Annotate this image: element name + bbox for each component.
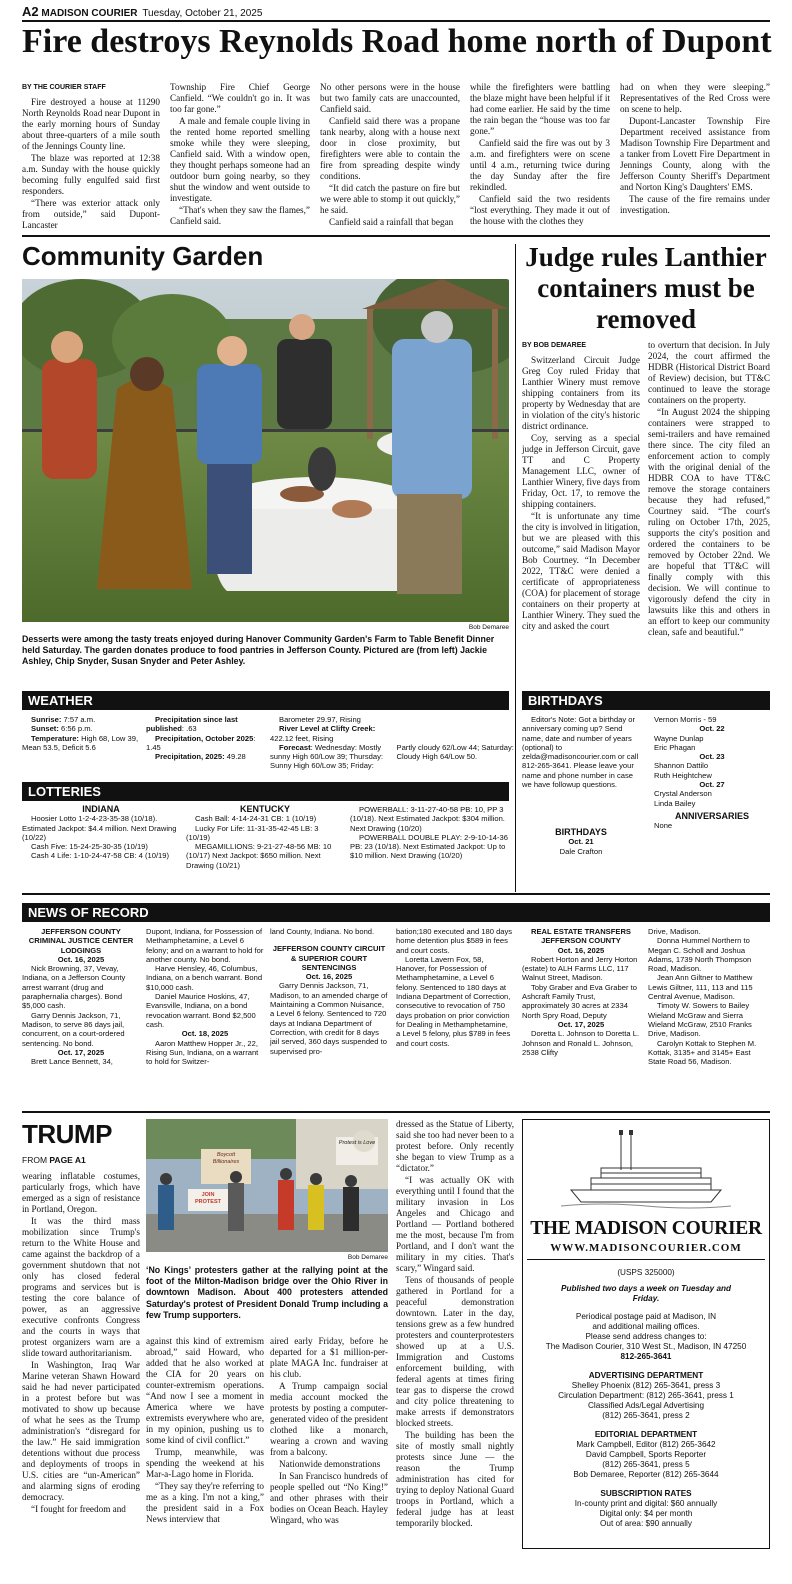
record-col-6 [648,927,770,1066]
protest-photo [146,1119,388,1252]
record-heading: NEWS OF RECORD [22,903,770,922]
record-date: Oct. 16, 2025 [305,972,353,982]
record-entry: Garry Dennis Jackson, 71, Madison, to an amended charge of Maintaining a Common Nuisance, a Level 6 felony. Sentenced to 720 days at Indiana Department of Correction, with credit for 8 days jail served, 360 days suspended to supervised pro- [270,981,388,1056]
subscription-line: Digital only: $4 per month [599,1509,693,1518]
fire-col-3 [320,82,460,229]
judge-para: Switzerland Circuit Judge Greg Coy ruled Friday that Lanthier Winery must remove shipping containers from its property by Wednesday that are in violation of the city's historic district ordinance. [522,355,640,431]
record-entry: Brett Lance Bennett, 34, [31,1057,113,1067]
birthday-col-2 [654,715,770,831]
jump-page: PAGE A1 [49,1155,86,1165]
record-entry: land County, Indiana. No bond. [270,927,375,936]
subscription-line: In-county print and digital: $60 annually [574,1499,718,1508]
advertising-head: ADVERTISING DEPARTMENT [588,1371,704,1380]
protest-sign-1: Boycott Billionaires [212,1152,240,1165]
fire-col-5 [620,82,770,217]
trump-para: dressed as the Statue of Liberty, said she too had never been to a protest before. Only recently she began to view Trump as a “dictator.” [396,1119,514,1173]
river-value: 422.12 feet, Rising [270,733,334,743]
garden-photo [22,279,509,622]
fire-para: Township Fire Chief George Canfield. “We couldn't go in. It was too far gone.” [170,82,310,114]
lottery-line: Cash Five: 15-24-25-30-35 (10/19) [31,842,148,852]
fire-para: “It did catch the pasture on fire but we were able to stomp it out quickly,” he said. [320,183,460,215]
fire-headline: Fire destroys Reynolds Road home north of Dupont [22,23,772,60]
judge-para: Coy, serving as a special judge in Jefferson Circuit, gave TT and C Property Management LLC, owner of Lanthier Winery, five days from Friday, Oct. 17, to remove the shipping containers. [522,433,641,509]
postage-line: Periodical postage paid at Madison, IN [575,1312,717,1321]
steamboat-icon [561,1130,731,1212]
protest-sign-3: Protest is Love [338,1140,376,1146]
fire-para: “That's when they saw the flames,” Canfield said. [170,205,310,226]
garden-heading: Community Garden [22,241,264,271]
record-entry: Drive, Madison. [648,927,701,936]
birthdays-heading: BIRTHDAYS [522,691,770,710]
lottery-kentucky [186,805,344,870]
usps-number: (USPS 325000) [617,1268,675,1277]
lottery-line: POWERBALL DOUBLE PLAY: 2-9-10-14-36 PB: 23 (10/18). Next Estimated Jackpot: Up to $10 million. Next Drawing (10/20) [350,832,508,861]
record-date: Oct. 17, 2025 [57,1047,105,1057]
record-entry: Harve Hensley, 46, Columbus, Indiana, on a bench warrant. Bond $10,000 cash. [146,964,263,992]
birthday-note: Editor's Note: Got a birthday or anniversary coming up? Send name, date and number of years (optional) to zelda@madisoncourier.com or call 812-265-3641. Please leave your name and phone number in case we have followup questions. [522,715,639,790]
record-col-2 [146,927,264,1066]
fire-para: Fire destroyed a house at 11290 North Reynolds Road near Dupont in the early morning hours of Sunday about three-quarters of a mile south of the Jennings County line. [22,97,160,151]
precip-oct-label: Precipitation, October 2025 [155,733,254,743]
judge-headline: Judge rules Lanthier containers must be removed [525,242,767,334]
judge-para: “In August 2024 the shipping containers were strapped to semi-trailers and have remained there since. The city filed an enforcement action to comply with the original denial of the HDBR COA to have TT&C remove the storage containers because they had refused,” Courtney said. “The court's ruling on October 17th, 2025, supports the city's position and ordered the containers to be removed by October 22nd. We are hopeful that TT&C will finally comply with this decision. We will continue to vigorously defend the city in lawsuits like this and others in an effort to keep our community clean, safe and beautiful.” [648,407,770,637]
fire-para: The blaze was reported at 12:38 a.m. Sunday with the house quickly becoming fully engulfed said first responders. [22,153,160,196]
weather-col-2 [146,715,266,761]
birthday-name: Vernon Morris - 59 [654,715,717,724]
lottery-line: Cash Ball: 4-14-24-31 CB: 1 (10/19) [195,814,317,824]
main-phone: 812-265-3641 [620,1352,672,1361]
birthday-subhead: BIRTHDAYS [555,827,607,837]
advertising-line: Circulation Department: (812) 265-3641, press 1 [558,1391,734,1400]
record-entry: Robert Horton and Jerry Horton (estate) to ALH Farms LLC, 117 Walnut Street, Madison. [522,954,638,983]
postage-line: Please send address changes to: [585,1332,707,1341]
record-date: Oct. 16, 2025 [57,954,105,964]
editorial-line: Mark Campbell, Editor (812) 265-3642 [576,1440,716,1449]
lottery-line: Cash 4 Life: 1-10-24-47-58 CB: 4 (10/19) [31,851,170,861]
trump-para: “I was actually OK with everything until I found that the military invasion in Los Angeles and Chicago and Portland — Portland bothered me the most, because I'm from Portland, and I don't want the military in my cities. That's scary,” Wingard said. [396,1175,514,1273]
lottery-line: MEGAMILLIONS: 9-21-27-48-56 MB: 10 (10/17) Next Jackpot: $650 million. Next Drawing (10/21) [186,842,332,870]
temp-value: High 68, Low 39, Mean 53.5, Deficit 5.6 [22,733,139,752]
editorial-line: David Campbell, Sports Reporter [585,1450,707,1459]
weather-heading: WEATHER [22,691,509,710]
advertising-line: Shelley Phoenix (812) 265-3641, press 3 [571,1381,721,1390]
masthead-info [527,1268,765,1529]
trump-heading: TRUMP [22,1119,112,1149]
record-subhead: REAL ESTATE TRANSFERS JEFFERSON COUNTY [531,927,631,946]
trump-para: Tens of thousands of people gathered in Portland for a peaceful demonstration downtown. Later in the day, tensions grew as a few hundred protesters and counterprotesters showed up at a U.S. Immigration and Customs enforcement building, with federal agents at times firing tear gas to disperse the crowd and city police threatening to make arrests if demonstrators blocked streets. [396,1275,514,1428]
lottery-indiana [22,805,180,861]
fire-byline: BY THE COURIER STAFF [22,84,106,91]
birthday-name: Eric Phagan [654,742,696,752]
weather-col-3 [270,715,514,780]
fire-para: Canfield said the two residents “lost everything. They made it out of the house with the clothes they [470,194,610,226]
record-entry: Loretta Lavern Fox, 58, Hanover, for Possession of Methamphetamine, a Level 6 felony. Sentenced to 180 days at Indiana Department of Correction, consecutive to revocation of 750 days probation on prior conviction for Dealing in Methamphetamine, a Level 5 felony, plus $789 in fees and court costs. [396,954,511,1048]
trump-col-1 [22,1171,140,1516]
forecast-value: : Wednesday: Mostly sunny High 60/Low 39; Thursday: Sunny High 60/Low 35; Friday: Partly cloudy 62/Low 44; Saturday: Cloudy High 64/Low 50. [270,742,514,771]
fire-para: Dupont-Lancaster Township Fire Department received assistance from Madison Township Fire Department and a tanker from Lovett Fire Department in Jennings County, along with the Jefferson County Sheriff's Department and Norton King's Daughters' EMS. [620,116,770,192]
judge-para: to overturn that decision. In July 2024, the court affirmed the HDBR (Historical District Board of Review) decision, but TT&C continued to leave the storage containers on the property. [648,340,770,405]
precip-last-value: : .63 [181,724,197,734]
fire-para: Canfield said the fire was out by 3 a.m. and firefighters were on scene until 4 a.m., returning twice during the day Sunday after the fire rekindled. [470,138,610,192]
record-subhead: JEFFERSON COUNTY CRIMINAL JUSTICE CENTER LODGINGS [28,927,134,955]
trump-para: It was the third mass mobilization since Trump's return to the White House and came against the backdrop of a government shutdown that not only has closed federal programs and services but is testing the core balance of power, as an aggressive executive confronts Congress and the courts in ways that protest organizers warn are a slide toward authoritarianism. [22,1216,140,1358]
sunset-label: Sunset: [31,724,59,734]
forecast-label: Forecast [279,742,311,752]
anniversaries-head: ANNIVERSARIES [674,810,749,821]
birthday-date: Oct. 27 [699,780,725,790]
river-label: River Level at Clifty Creek: [279,724,376,734]
record-subhead: JEFFERSON COUNTY CIRCUIT & SUPERIOR COURT SENTENCINGS [272,944,386,972]
fire-para: A male and female couple living in the rented home reported smelling smoke while they were sleeping, Canfield said. With a window open, they thought perhaps someone had an outdoor burn going nearby, so they shut the window and went outside to investigate. [170,116,310,203]
lottery-multi [350,805,510,861]
trump-subhead: Nationwide demonstrations [279,1459,381,1469]
trump-col-2 [146,1336,264,1526]
record-entry: Carolyn Kottak to Stephen M. Kottak, 3135+ and 3145+ East State Road 56, Madison. [648,1038,757,1067]
indiana-head: INDIANA [82,804,120,814]
record-date: Oct. 18, 2025 [181,1029,229,1039]
record-entry: Timoty W. Sowers to Bailey Wieland McGraw and Sierra Wieland McGraw, 2510 Franks Drive, Madison. [648,1001,752,1039]
trump-para: aired early Friday, before he departed for a $1 million-per-plate MAGA Inc. fundraiser at his club. [270,1336,388,1379]
masthead-url: WWW.MADISONCOURIER.COM [550,1242,742,1254]
birthday-name: Linda Bailey [654,798,696,808]
precip-last-label: Precipitation since last published [146,715,238,734]
temp-label: Temperature: [31,733,79,743]
subscription-line: Out of area: $90 annually [600,1519,692,1528]
protest-sign-2: JOIN PROTEST [195,1192,221,1205]
lotteries-heading: LOTTERIES [22,782,509,801]
postage-line: The Madison Courier, 310 West St., Madison, IN 47250 [545,1342,747,1351]
birthday-date: Oct. 22 [699,724,725,734]
subscription-head: SUBSCRIPTION RATES [600,1489,692,1498]
masthead-box [522,1119,770,1549]
fire-para: “There was exterior attack only from outside,” said Dupont-Lancaster [22,198,160,230]
record-entry: Jean Ann Giltner to Matthew Lewis Giltner, 111, 113 and 115 Central Avenue, Madison. [648,973,753,1002]
trump-para: Trump, meanwhile, was spending the weekend at his Mar-a-Lago home in Florida. [146,1447,264,1479]
trump-para: against this kind of extremism abroad,” said Howard, who added that he also worked at the CIA for 20 years on counter-extremism operations. “And now I see a moment in America where we have extremists everywhere who are, in my opinion, pushing us to some kind of civil conflict.” [146,1336,264,1445]
barometer: Barometer 29.97, Rising [279,715,361,724]
advertising-line: (812) 265-3641, press 2 [602,1411,690,1420]
fire-col-1 [22,82,160,232]
folio-page: A2 [22,4,39,19]
postage-line: and additional mailing offices. [592,1322,700,1331]
advertising-line: Classified Ads/Legal Advertising [587,1401,705,1410]
protest-credit: Bob Demaree [347,1254,388,1261]
fire-para: while the firefighters were battling the blaze might have been helpful if it had come earlier. He said by the time the rain began the “house was too far gone.” [470,82,610,136]
trump-para: “They say they're referring to me as a king. I'm not a king,” the president said in a Fox News interview that [146,1481,264,1524]
record-entry: Aaron Matthew Hopper Jr., 22, Rising Sun, Indiana, on a warrant to hold for Switzer- [146,1038,259,1067]
fire-col-2 [170,82,310,228]
record-entry: Garry Dennis Jackson, 71, Madison, to serve 86 days jail, concurrent, on a court-ordered sentencing. No bond. [22,1010,125,1048]
precip-year-label: Precipitation, 2025: [155,752,225,762]
publication-schedule: Published two days a week on Tuesday and Friday. [560,1284,731,1303]
record-date: Oct. 17, 2025 [557,1019,605,1029]
lottery-line: POWERBALL: 3-11-27-40-58 PB: 10, PP 3 (10/18). Next Estimated Jackpot: $304 million. Next Drawing (10/20) [350,805,505,833]
lottery-line: Hoosier Lotto 1-2-4-23-35-38 (10/18). Estimated Jackpot: $4.4 million. Next Drawing (10/22) [22,814,177,842]
judge-byline: BY BOB DEMAREE [522,342,587,349]
fire-para: The cause of the fire remains under investigation. [620,194,770,215]
record-entry: Daniel Maurice Hoskins, 47, Evansville, Indiana, on a bond revocation warrant. Bond $2,500 cash. [146,992,256,1029]
trump-para: wearing inflatable costumes, particularly frogs, which have emerged as a sign of resistance in Portland, Oregon. [22,1171,140,1214]
birthday-date: Oct. 21 [568,837,594,847]
birthday-name: Crystal Anderson [654,789,712,799]
trump-col-4 [396,1119,514,1530]
trump-para: In Washington, Iraq War Marine veteran Shawn Howard said he had never participated in a protest before but was motivated to show up because of what he sees as the Trump administration's “disregard for the law.” He said immigration detentions without due process and deployments of troops in U.S. cities are “un-American” and alarming signs of eroding democracy. [22,1360,140,1502]
record-entry: Dupont, Indiana, for Possession of Methamphetamine, a Level 6 felony; and on a warrant to hold for another county. No bond. [146,927,264,964]
precip-year-value: 49.28 [226,752,246,762]
judge-col-2 [648,340,770,639]
fire-para: Canfield said a rainfall that began [329,217,454,227]
birthday-col-1 [522,828,640,856]
sunrise-value: 7:57 a.m. [63,715,96,724]
protest-caption: ‘No Kings’ protesters gather at the rallying point at the foot of the Milton-Madison bridge over the Ohio River in downtown Madison. About 400 protesters attended Saturday's protest of President Donald Trump including a few Trump supporters. [146,1265,388,1320]
record-entry: Donna Hummel Northern to Megan C. Scholl and Joshua Adams, 1739 North Thompson Road, Madison. [648,936,752,974]
record-date: Oct. 16, 2025 [557,945,605,955]
birthday-name: Shannon Dattilo [654,761,709,771]
folio [22,4,262,19]
record-entry: Doretta L. Johnson to Doretta L. Johnson and Ronald L. Johnson, 2538 Clifty [522,1029,640,1057]
anniversaries-value: None [654,821,673,831]
record-col-5 [522,927,640,1057]
garden-credit: Bob Demaree [468,624,509,631]
record-col-3 [270,927,388,1056]
fire-para: had on when they were sleeping.” Representatives of the Red Cross were on scene to help. [620,82,770,114]
birthday-name: Ruth Heightchew [654,770,712,780]
trump-para: The building has been the site of mostly small nightly protests since June — the reason the Trump administration has cited for trying to deploy National Guard troops in Portland, which a federal judge has at least temporarily blocked. [396,1430,514,1528]
editorial-line: (812) 265-3641, press 5 [602,1460,690,1469]
fire-para: No other persons were in the house but two family cats are unaccounted, Canfield said. [320,82,460,114]
weather-col-1 [22,715,140,752]
garden-caption: Desserts were among the tasty treats enjoyed during Hanover Community Garden's Farm to Table Benefit Dinner held Saturday. The garden donates produce to food pantries in Jefferson County. Pictured are (from left) Jackie Ashley, Chip Snyder, Susan Snyder and Peter Ashley. [22,634,495,667]
trump-col-3 [270,1336,388,1527]
birthday-name: Wayne Dunlap [654,733,704,743]
trump-para: “I fought for freedom and [31,1504,126,1514]
birthday-name: Dale Crafton [559,846,603,856]
record-col-1 [22,927,140,1066]
record-entry: Toby Graber and Eva Graber to Ashcraft Family Trust, approximately 30 acres at 2334 North Spry Road, Deputy [522,982,637,1020]
sunrise-label: Sunrise: [31,715,62,724]
trump-para: In San Francisco hundreds of people spelled out “No King!” and other phrases with their bodies on Ocean Beach. Hayley Wingard, who was [270,1471,388,1525]
jump-label: FROM [22,1155,50,1165]
editorial-head: EDITORIAL DEPARTMENT [594,1430,698,1439]
record-entry: Nick Browning, 37, Vevay, Indiana, on a Jefferson County arrest warrant (drug and paraphernalia charges). Bond $5,000 cash. [22,964,126,1011]
trump-para: A Trump campaign social media account mocked the protests by posting a computer-generated video of the president clothed like a monarch, wearing a crown and waving from a balcony. [270,1381,388,1457]
sunset-value: 6:56 p.m. [60,724,93,734]
precip-oct-value: : 1.45 [146,733,256,752]
fire-col-4 [470,82,610,228]
editorial-line: Bob Demaree, Reporter (812) 265-3644 [573,1470,719,1479]
trump-jump [22,1155,86,1165]
lottery-line: Lucky For Life: 11-31-35-42-45 LB: 3 (10/19) [186,823,319,842]
judge-col-1 [522,340,640,633]
folio-paper: MADISON COURIER [41,8,138,19]
record-col-4 [396,927,514,1048]
kentucky-head: KENTUCKY [239,804,290,814]
birthday-date: Oct. 23 [699,752,725,762]
fire-para: Canfield said there was a propane tank nearby, along with a house next door in close proximity, but firefighters were able to contain the fire from spreading despite windy conditions. [320,116,460,181]
record-entry: bation;180 executed and 180 days home detention plus $589 in fees and court costs. [396,927,513,955]
masthead-name: THE MADISON COURIER [530,1218,762,1239]
judge-para: “It is unfortunate any time the city is involved in litigation, but we are pleased with this outcome,” said Madison Mayor Bob Courtney. “In December 2022, TT&C were denied a certificate of appropriateness (COA) for placement of storage containers on their property at Lanthier Winery. They sued the city and asked the court [522,511,640,631]
folio-date: Tuesday, October 21, 2025 [142,8,263,19]
